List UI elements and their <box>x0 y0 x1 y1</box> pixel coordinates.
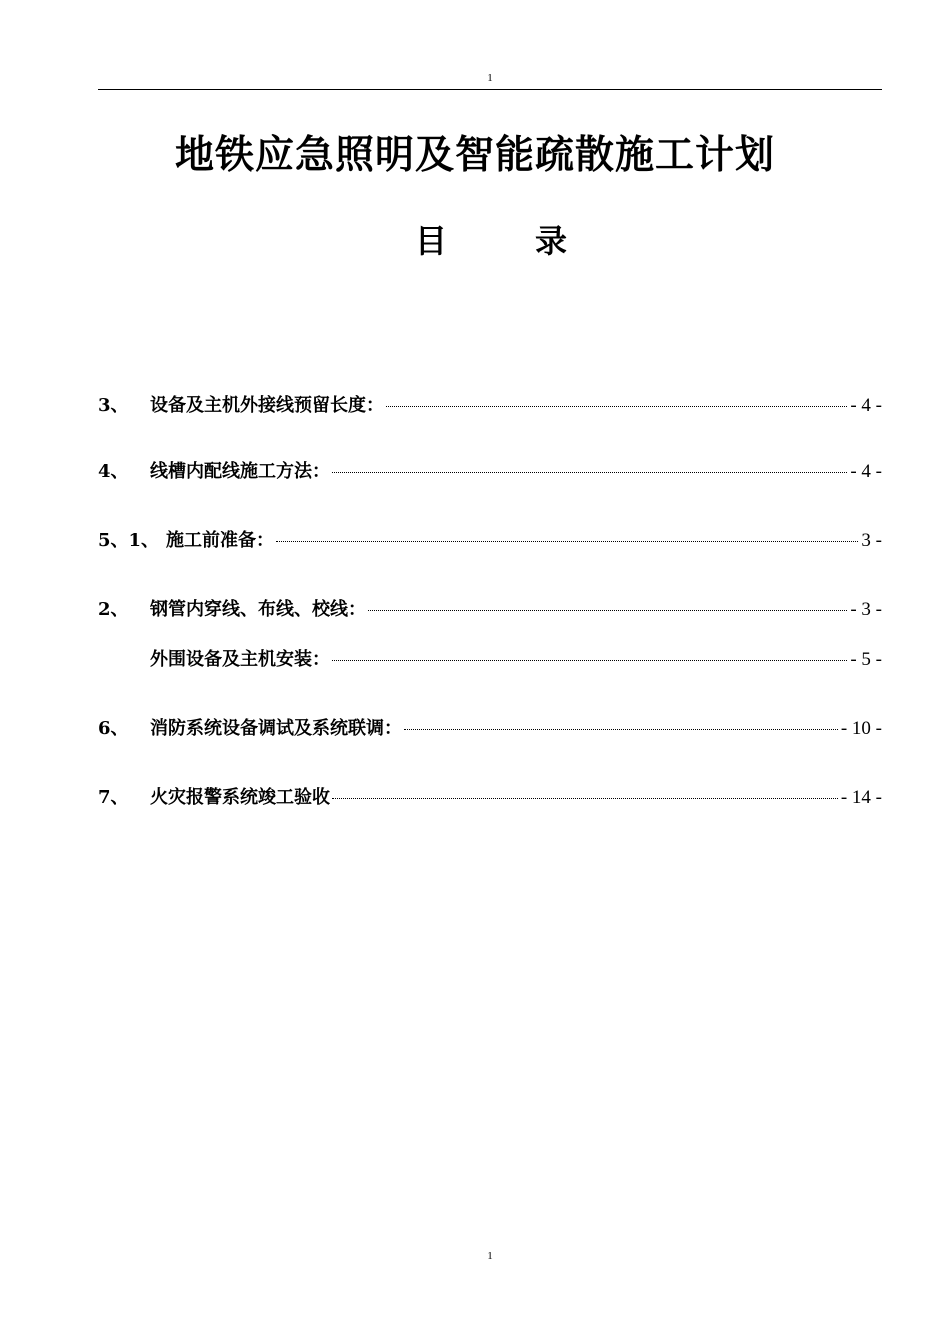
toc-entry-text[interactable]: 钢管内穿线、布线、校线： <box>150 599 366 620</box>
toc-entry-number: 2、 <box>98 599 129 620</box>
toc-entry-text[interactable]: 火灾报警系统竣工验收 <box>150 787 330 808</box>
toc-leader-dots <box>368 610 847 611</box>
footer-page-number: 1 <box>487 1250 493 1262</box>
toc-heading-char-1: 目 <box>415 222 448 260</box>
toc-leader-dots <box>404 729 838 730</box>
toc-leader-dots <box>332 472 847 473</box>
toc-entry-text[interactable]: 施工前准备： <box>166 530 274 551</box>
toc-entry-page: - 3 - <box>850 599 882 620</box>
toc-entry-number: 4、 <box>98 461 129 482</box>
toc-entry-page: 3 - <box>861 530 882 551</box>
toc-entry-number: 6、 <box>98 718 129 739</box>
toc-leader-dots <box>332 798 838 799</box>
toc-entry[interactable] <box>98 595 882 623</box>
toc-entry-text[interactable]: 线槽内配线施工方法： <box>150 461 330 482</box>
toc-entry-page: - 5 - <box>850 649 882 670</box>
toc-entry-text[interactable]: 设备及主机外接线预留长度： <box>150 395 384 416</box>
toc-entry-page: - 4 - <box>850 461 882 482</box>
toc-entry-number: 7、 <box>98 787 129 808</box>
toc-entry[interactable] <box>98 714 882 742</box>
toc-leader-dots <box>276 541 858 542</box>
toc-entry[interactable] <box>98 391 882 419</box>
toc-entry-page: - 4 - <box>850 395 882 416</box>
toc-entry-text[interactable]: 外围设备及主机安装： <box>150 649 330 670</box>
header-rule <box>98 89 882 90</box>
header-page-number: 1 <box>487 72 493 84</box>
toc-entry-page: - 10 - <box>840 718 882 739</box>
toc-heading-char-2: 录 <box>535 222 568 260</box>
document-title: 地铁应急照明及智能疏散施工计划 <box>174 133 775 178</box>
toc-entry[interactable] <box>98 526 882 554</box>
toc-entry[interactable] <box>98 783 882 811</box>
toc-entry-number: 3、 <box>98 395 129 416</box>
toc-leader-dots <box>332 660 847 661</box>
toc-leader-dots <box>386 406 847 407</box>
toc-entry-text[interactable]: 消防系统设备调试及系统联调： <box>150 718 402 739</box>
toc-heading <box>415 216 575 260</box>
toc-entry-page: - 14 - <box>840 787 882 808</box>
toc-entry-number: 5、1、 <box>98 530 160 551</box>
toc-entry[interactable] <box>98 457 882 485</box>
toc-entry[interactable] <box>98 645 882 673</box>
